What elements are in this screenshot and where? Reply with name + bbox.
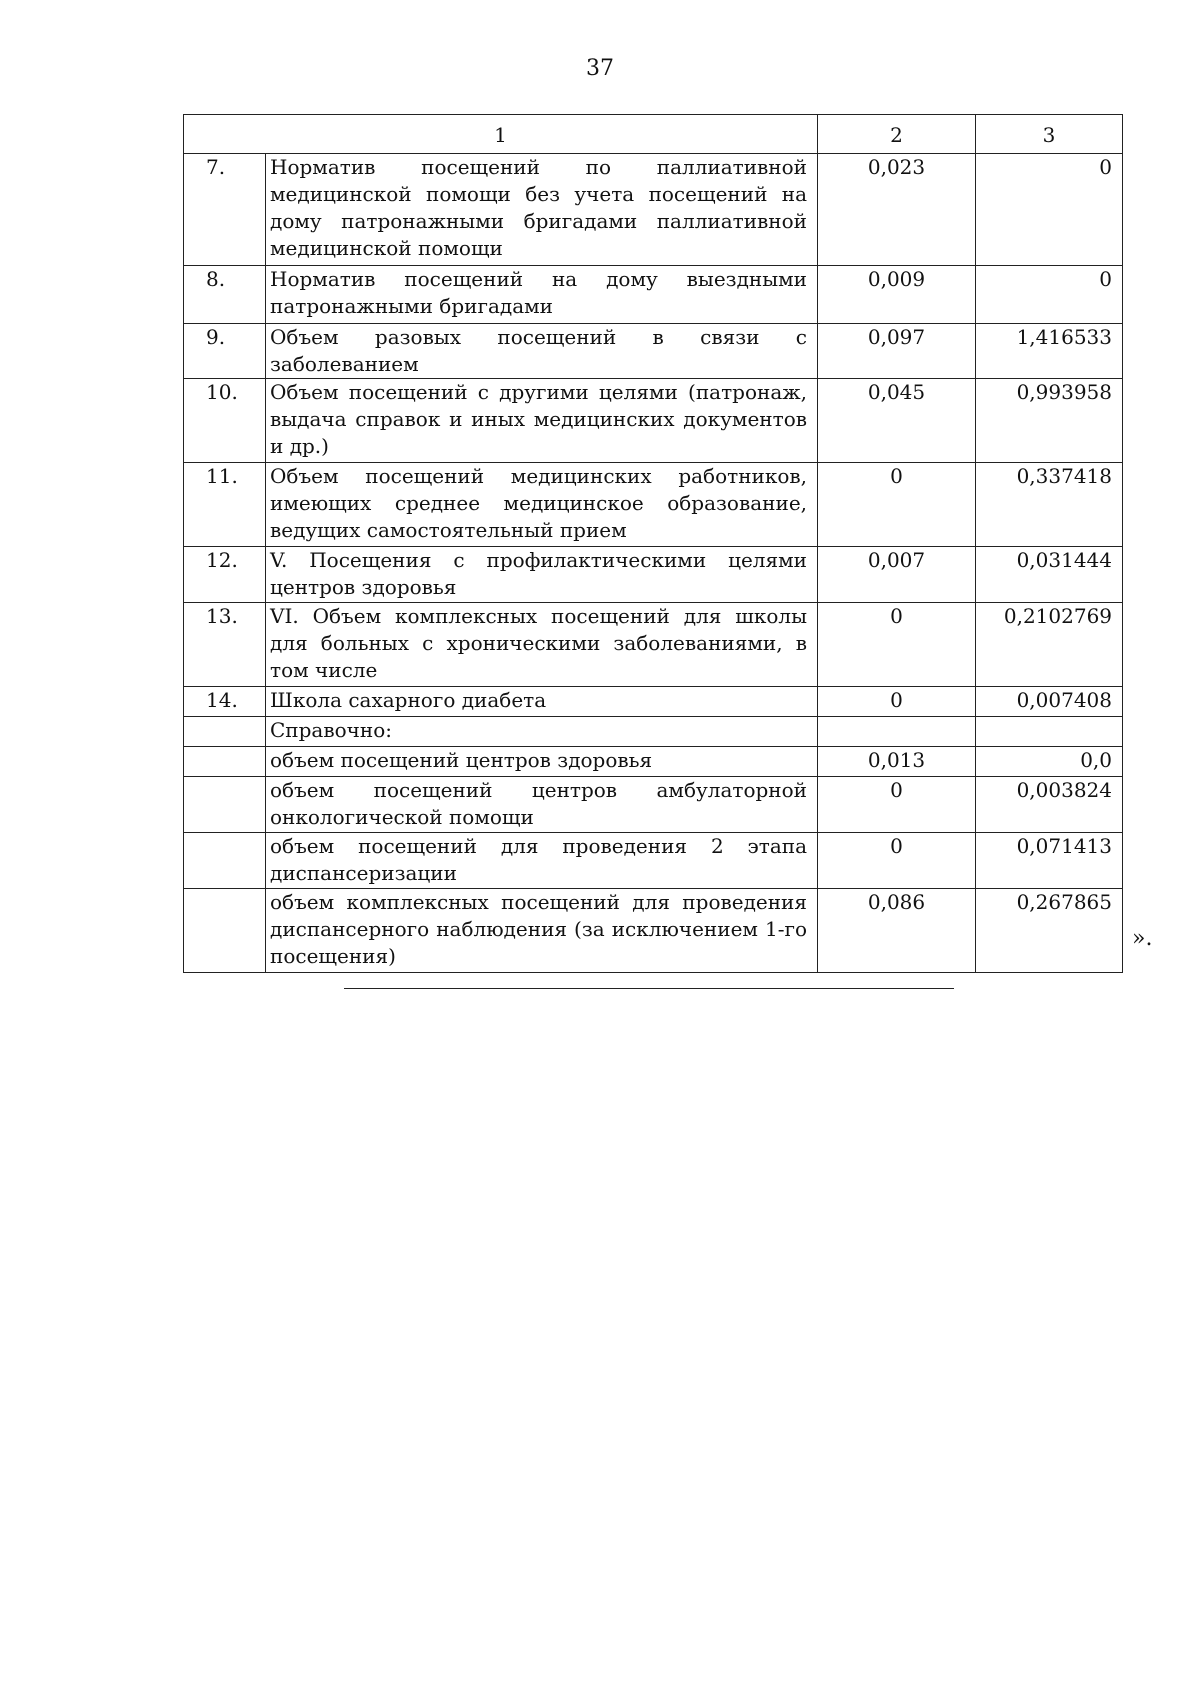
- row-number: 14.: [184, 687, 266, 717]
- table-row: [184, 833, 1123, 889]
- row-number: [184, 889, 266, 973]
- table-row: [184, 463, 1123, 547]
- row-value-2: 0,009: [818, 266, 976, 324]
- bottom-divider-line: [344, 988, 954, 989]
- row-number: [184, 717, 266, 747]
- row-text: объем посещений центров амбулаторной онкологической помощи: [266, 777, 818, 833]
- table-header-row: [184, 115, 1123, 154]
- row-value-2: 0: [818, 463, 976, 547]
- row-value-3: 0: [976, 266, 1123, 324]
- row-text: Справочно:: [266, 717, 818, 747]
- row-number: 11.: [184, 463, 266, 547]
- page-number: 37: [586, 56, 614, 81]
- row-value-2: 0: [818, 777, 976, 833]
- row-value-2: 0: [818, 687, 976, 717]
- row-text: Норматив посещений на дому выездными патронажными бригадами: [266, 266, 818, 324]
- row-value-3: 0,337418: [976, 463, 1123, 547]
- row-value-3: 0,003824: [976, 777, 1123, 833]
- row-text: объем комплексных посещений для проведения диспансерного наблюдения (за исключением 1-го посещения): [266, 889, 818, 973]
- row-value-3: 0,071413: [976, 833, 1123, 889]
- row-number: 12.: [184, 547, 266, 603]
- row-number: 7.: [184, 154, 266, 266]
- row-number: [184, 747, 266, 777]
- row-value-3: 0: [976, 154, 1123, 266]
- row-value-3: 0,031444: [976, 547, 1123, 603]
- row-value-2: [818, 717, 976, 747]
- row-value-2: 0,013: [818, 747, 976, 777]
- data-table: [183, 114, 1123, 973]
- header-col-3: 3: [976, 115, 1123, 154]
- row-text: Школа сахарного диабета: [266, 687, 818, 717]
- table-row: [184, 717, 1123, 747]
- row-number: 8.: [184, 266, 266, 324]
- row-value-3: 0,007408: [976, 687, 1123, 717]
- row-number: [184, 777, 266, 833]
- row-text: объем посещений для проведения 2 этапа диспансеризации: [266, 833, 818, 889]
- header-col-1: 1: [184, 115, 818, 154]
- row-value-3: [976, 717, 1123, 747]
- table-row: [184, 324, 1123, 379]
- row-text: Объем посещений с другими целями (патронаж, выдача справок и иных медицинских документов и др.): [266, 379, 818, 463]
- table-row: [184, 603, 1123, 687]
- row-value-2: 0,086: [818, 889, 976, 973]
- row-value-2: 0,097: [818, 324, 976, 379]
- table-row: [184, 154, 1123, 266]
- closing-quote-mark: ».: [1132, 926, 1153, 951]
- row-number: 9.: [184, 324, 266, 379]
- row-text: Объем посещений медицинских работников, имеющих среднее медицинское образование, ведущих самостоятельный прием: [266, 463, 818, 547]
- row-number: 13.: [184, 603, 266, 687]
- table-row: [184, 747, 1123, 777]
- row-number: [184, 833, 266, 889]
- row-value-3: 0,0: [976, 747, 1123, 777]
- row-text: Норматив посещений по паллиативной медицинской помощи без учета посещений на дому патронажными бригадами паллиативной медицинской помощи: [266, 154, 818, 266]
- table-row: [184, 687, 1123, 717]
- row-value-2: 0,045: [818, 379, 976, 463]
- row-number: 10.: [184, 379, 266, 463]
- row-value-3: 0,2102769: [976, 603, 1123, 687]
- row-text: V. Посещения с профилактическими целями центров здоровья: [266, 547, 818, 603]
- row-text: VI. Объем комплексных посещений для школы для больных с хроническими заболеваниями, в том числе: [266, 603, 818, 687]
- row-value-2: 0: [818, 833, 976, 889]
- row-value-2: 0: [818, 603, 976, 687]
- row-value-3: 0,267865: [976, 889, 1123, 973]
- header-col-2: 2: [818, 115, 976, 154]
- row-value-3: 0,993958: [976, 379, 1123, 463]
- row-text: Объем разовых посещений в связи с заболеванием: [266, 324, 818, 379]
- table-row: [184, 777, 1123, 833]
- table-row: [184, 547, 1123, 603]
- table-row: [184, 889, 1123, 973]
- table-row: [184, 266, 1123, 324]
- table-row: [184, 379, 1123, 463]
- row-value-2: 0,007: [818, 547, 976, 603]
- row-value-3: 1,416533: [976, 324, 1123, 379]
- row-text: объем посещений центров здоровья: [266, 747, 818, 777]
- row-value-2: 0,023: [818, 154, 976, 266]
